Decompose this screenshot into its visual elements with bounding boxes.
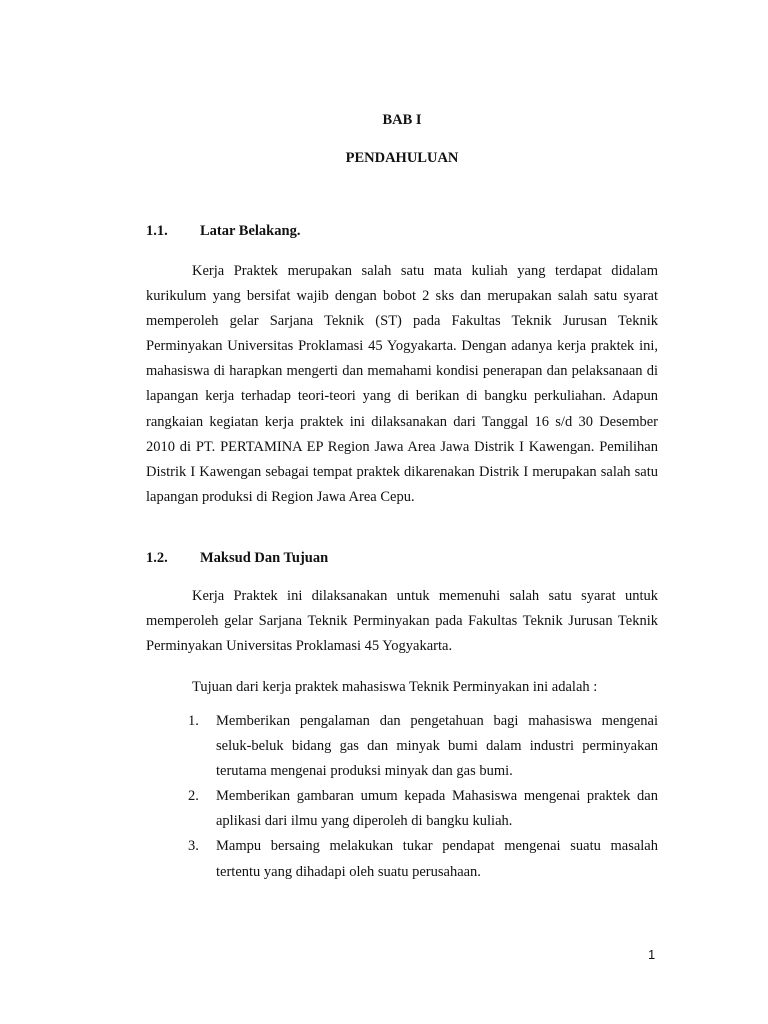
list-item-text: Memberikan pengalaman dan pengetahuan bagi mahasiswa mengenai seluk-beluk bidang gas dan minyak bumi dalam industri perminyakan terutama mengenai produksi minyak dan gas bumi. xyxy=(216,713,658,780)
list-item-number: 3. xyxy=(188,838,199,855)
goal-list xyxy=(146,709,658,885)
page-number: 1 xyxy=(648,947,656,962)
list-item xyxy=(146,709,658,784)
list-item-number: 1. xyxy=(188,713,199,729)
list-item xyxy=(146,784,658,834)
paragraph-tujuan-intro: Tujuan dari kerja praktek mahasiswa Teknik Perminyakan ini adalah : xyxy=(192,679,598,695)
list-item xyxy=(146,834,658,884)
section-title: Maksud Dan Tujuan xyxy=(200,550,329,566)
section-title: Latar Belakang. xyxy=(200,223,301,239)
list-item-number: 2. xyxy=(188,788,199,805)
section-number: 1.1. xyxy=(146,223,168,239)
list-item-text: Memberikan gambaran umum kepada Mahasiswa mengenai praktek dan aplikasi dari ilmu yang diperoleh di bangku kuliah. xyxy=(216,788,658,830)
chapter-number: BAB I xyxy=(382,112,422,128)
section-heading-maksud-dan-tujuan xyxy=(146,550,328,567)
paragraph-latar-belakang: Kerja Praktek merupakan salah satu mata kuliah yang terdapat didalam kurikulum yang bersifat wajib dengan bobot 2 sks dan merupakan salah satu syarat memperoleh gelar Sarjana Teknik (ST) pada Fakultas Teknik Jurusan Teknik Perminyakan Universitas Proklamasi 45 Yogyakarta. Dengan adanya kerja praktek ini, mahasiswa di harapkan mengerti dan memahami kondisi penerapan dan pelaksanaan di lapangan kerja terhadap teori-teori yang di berikan di bangku perkuliahan. Adapun rangkaian kegiatan kerja praktek ini dilaksanakan dari Tanggal 16 s/d 30 Desember 2010 di PT. PERTAMINA EP Region Jawa Area Jawa Distrik I Kawengan. Pemilihan Distrik I Kawengan sebagai tempat praktek dikarenakan Distrik I merupakan salah satu lapangan produksi di Region Jawa Area Cepu. xyxy=(146,263,658,505)
section-heading-latar-belakang xyxy=(146,223,300,240)
chapter-title: PENDAHULUAN xyxy=(345,150,459,166)
section-number: 1.2. xyxy=(146,550,168,566)
list-item-text: Mampu bersaing melakukan tukar pendapat mengenai suatu masalah tertentu yang dihadapi oleh suatu perusahaan. xyxy=(216,838,658,880)
paragraph-maksud: Kerja Praktek ini dilaksanakan untuk memenuhi salah satu syarat untuk memperoleh gelar Sarjana Teknik Perminyakan pada Fakultas Teknik Jurusan Teknik Perminyakan Universitas Proklamasi 45 Yogyakarta. xyxy=(146,588,658,655)
